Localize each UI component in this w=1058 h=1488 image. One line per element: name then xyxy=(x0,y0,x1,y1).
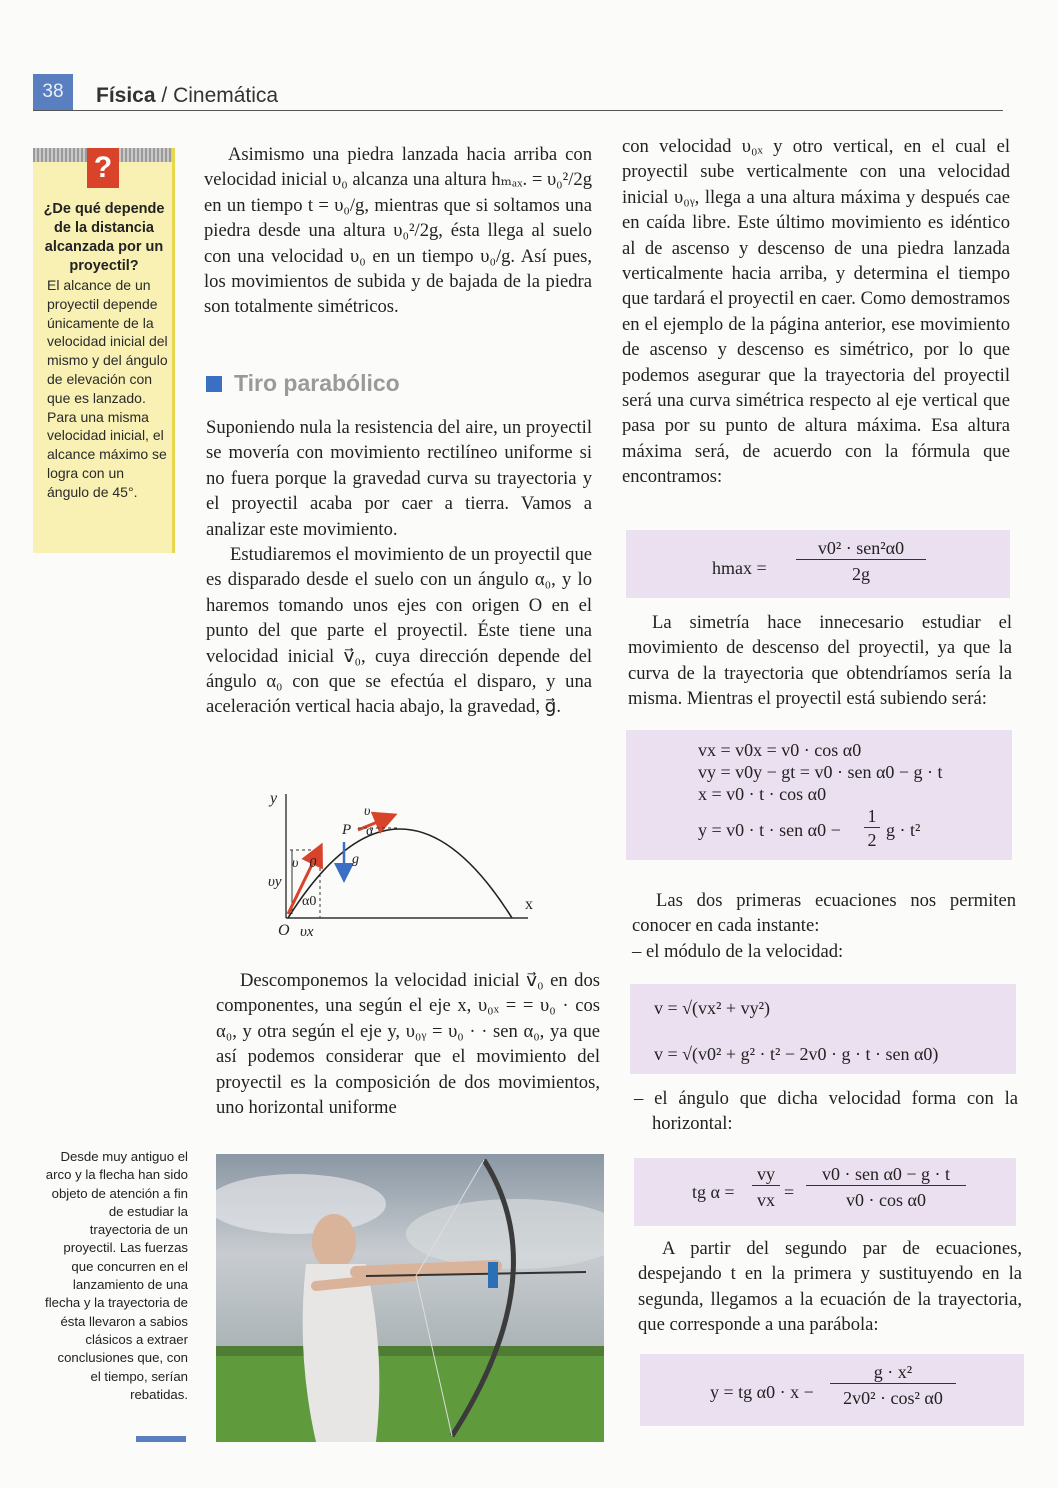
col2-paragraph-3: Las dos primeras ecuaciones nos permiten conocer en cada instante: xyxy=(632,890,1016,937)
y-axis-label: y xyxy=(270,790,278,807)
col2-bottom xyxy=(638,1236,1022,1338)
tg-equals: = xyxy=(784,1182,795,1202)
g-label: g⃗ xyxy=(352,852,370,867)
tg-lhs: tg α = xyxy=(692,1182,735,1202)
running-header xyxy=(96,84,278,108)
trajectory-formula-box xyxy=(640,1354,1024,1426)
col2-item-2-wrap xyxy=(634,1086,1018,1137)
equation-vx: vx = v0x = v0 · cos α0 xyxy=(698,740,862,760)
col2-paragraph-4: A partir del segundo par de ecuaciones, despejando t en la primera y sustituyendo en la segunda, llegamos a la ecuación de la trayectoria, que corresponde a una parábola: xyxy=(638,1238,1022,1336)
col1-paragraph-2: Suponiendo nula la resistencia del aire, un proyectil se movería con movimiento rectilíneo uniforme si no fuera porque la gravedad curva su trayectoria y el proyectil acaba por caer a tierra. Vamos a analizar este movimiento. xyxy=(206,417,592,540)
col2-paragraph-1: con velocidad υ₀ₓ y otro vertical, en el cual el proyectil sube verticalmente con una velocidad inicial υ₀ᵧ, llega a una altura máxima y después cae en caída libre. Este último movimiento es idéntico al de ascenso y descenso de una piedra lanzada verticalmente hacia arriba, y determina el tiempo que tardará el proyectil en caer. Como demostramos en el ejemplo de la página anterior, ese movimiento de ascenso y descenso es simétrico, por lo que podemos asegurar que la trayectoria del proyectil será una curva simétrica respecto al eje vertical que pasa por su punto de altura máxima. Esa altura máxima será, de acuerdo con la fórmula que encontramos: xyxy=(622,136,1010,488)
x-axis-label: x xyxy=(525,896,533,913)
alpha0-label: α0 xyxy=(302,894,317,909)
modulus-formula-2: v = √(v0² + g² · t² − 2v0 · g · t · sen α0) xyxy=(654,1044,939,1064)
point-p-label: P xyxy=(342,822,352,838)
col2-middle xyxy=(628,610,1012,712)
tg-num-1: vy xyxy=(752,1164,780,1186)
page-number: 38 xyxy=(33,74,73,110)
v-label: υ⃗ xyxy=(364,804,382,819)
photo-caption: Desde muy antiguo el arco y la flecha han sido objeto de atención a fin de estudiar la trayectoria de un proyectil. Las fuerzas que concurren en el lanzamiento de una flecha y la trayectoria de ésta llevaron a sabios clásicos a extraer conclusiones que, con el tiempo, serían rebatidas. xyxy=(45,1149,188,1402)
col2-top xyxy=(622,134,1010,490)
alpha-label: α xyxy=(366,824,374,839)
tg-num-2: v0 · sen α0 − g · t xyxy=(806,1164,966,1186)
equation-x: x = v0 · t · cos α0 xyxy=(698,784,827,804)
col1-body xyxy=(206,415,592,720)
v0-label: υ⃗0 xyxy=(292,856,317,871)
trajectory-lhs: y = tg α0 · x − xyxy=(710,1382,814,1402)
equation-vy: vy = v0y − gt = v0 · sen α0 − g · t xyxy=(698,762,943,782)
col1-paragraph-3: Estudiaremos el movimiento de un proyectil que es disparado desde el suelo con un ángulo α₀, y lo haremos tomando unos ejes con origen O en el punto del que parte el proyectil. Éste tiene una velocidad inicial v⃗₀, cuya dirección depende del ángulo α₀ con que se efectúa el disparo, y una aceleración vertical hacia abajo, la gravedad, g⃗. xyxy=(206,544,592,718)
header-rule xyxy=(33,110,1003,111)
col1-bottom xyxy=(216,968,600,1120)
modulus-formula-box xyxy=(630,984,1016,1074)
origin-label: O xyxy=(278,922,290,939)
hmax-numerator: v0² · sen²α0 xyxy=(796,538,926,560)
col2-list xyxy=(632,888,1016,964)
col1-paragraph-1: Asimismo una piedra lanzada hacia arriba con velocidad inicial υ₀ alcanza una altura hₘₐₓ. = υ₀²/2g en un tiempo t = υ₀/g, mientras que si soltamos una piedra desde una altura υ₀²/2g, ésta llega al suelo con una velocidad υ₀ en un tiempo υ₀/g. Así pues, los movimientos de subida y de bajada de la piedra son totalmente simétricos. xyxy=(204,144,592,318)
question-mark-icon: ? xyxy=(87,148,119,188)
section-title: Tiro parabólico xyxy=(234,370,400,396)
equation-y-lhs: y = v0 · t · sen α0 − xyxy=(698,820,841,840)
header-separator: / xyxy=(155,84,174,107)
col2-paragraph-2: La simetría hace innecesario estudiar el movimiento de descenso del proyectil, ya que la curva de la trayectoria que obtendríamos sería la misma. Mientras el proyectil está subiendo será: xyxy=(628,612,1012,710)
sidebar-answer: El alcance de un proyectil depende únicamente de la velocidad inicial del mismo y del ángulo de elevación con que es lanzado. Para una misma velocidad inicial, el alcance máximo se logra con un ángulo de 45°. xyxy=(47,277,168,500)
vx-label: υx xyxy=(300,924,314,940)
tg-den-1: vx xyxy=(757,1190,775,1210)
equation-y-frac-den: 2 xyxy=(867,830,877,850)
modulus-formula-1: v = √(vx² + vy²) xyxy=(654,998,770,1018)
parabola-path xyxy=(288,829,512,918)
trajectory-denominator: 2v0² · cos² α0 xyxy=(843,1388,943,1408)
col2-item-1: – el módulo de la velocidad: xyxy=(632,940,844,962)
motion-equations-box xyxy=(626,730,1012,860)
archer-illustration xyxy=(216,1154,604,1442)
archer-photo xyxy=(216,1154,604,1442)
equation-y-frac-num: 1 xyxy=(864,806,880,828)
chapter: Cinemática xyxy=(173,84,279,107)
sidebar-question-box xyxy=(33,148,175,553)
col1-intro xyxy=(204,142,592,320)
angle-formula-box xyxy=(634,1158,1016,1226)
hmax-denominator: 2g xyxy=(852,564,870,584)
caption-bar xyxy=(136,1436,186,1442)
section-square-icon xyxy=(206,376,222,392)
equation-y-rhs: g · t² xyxy=(886,820,921,840)
hmax-lhs: hmax = xyxy=(712,558,767,578)
sidebar-question: ¿De qué depende de la distancia alcanzada por un proyectil? xyxy=(43,201,165,274)
trajectory-numerator: g · x² xyxy=(830,1362,956,1384)
tg-den-2: v0 · cos α0 xyxy=(846,1190,926,1210)
subject: Física xyxy=(96,84,156,107)
hmax-formula-box xyxy=(626,530,1010,598)
vy-label: υy xyxy=(268,874,282,890)
col1-paragraph-4: Descomponemos la velocidad inicial v⃗₀ en dos componentes, una según el eje x, υ₀ₓ = = υ₀ · cos α₀, y otra según el eje y, υ₀ᵧ = υ₀ · · sen α₀, ya que así podemos considerar que el movimiento del proyectil es la composición de dos movimientos, uno horizontal uniforme xyxy=(216,970,600,1119)
col2-item-2: – el ángulo que dicha velocidad forma con la horizontal: xyxy=(634,1088,1018,1135)
